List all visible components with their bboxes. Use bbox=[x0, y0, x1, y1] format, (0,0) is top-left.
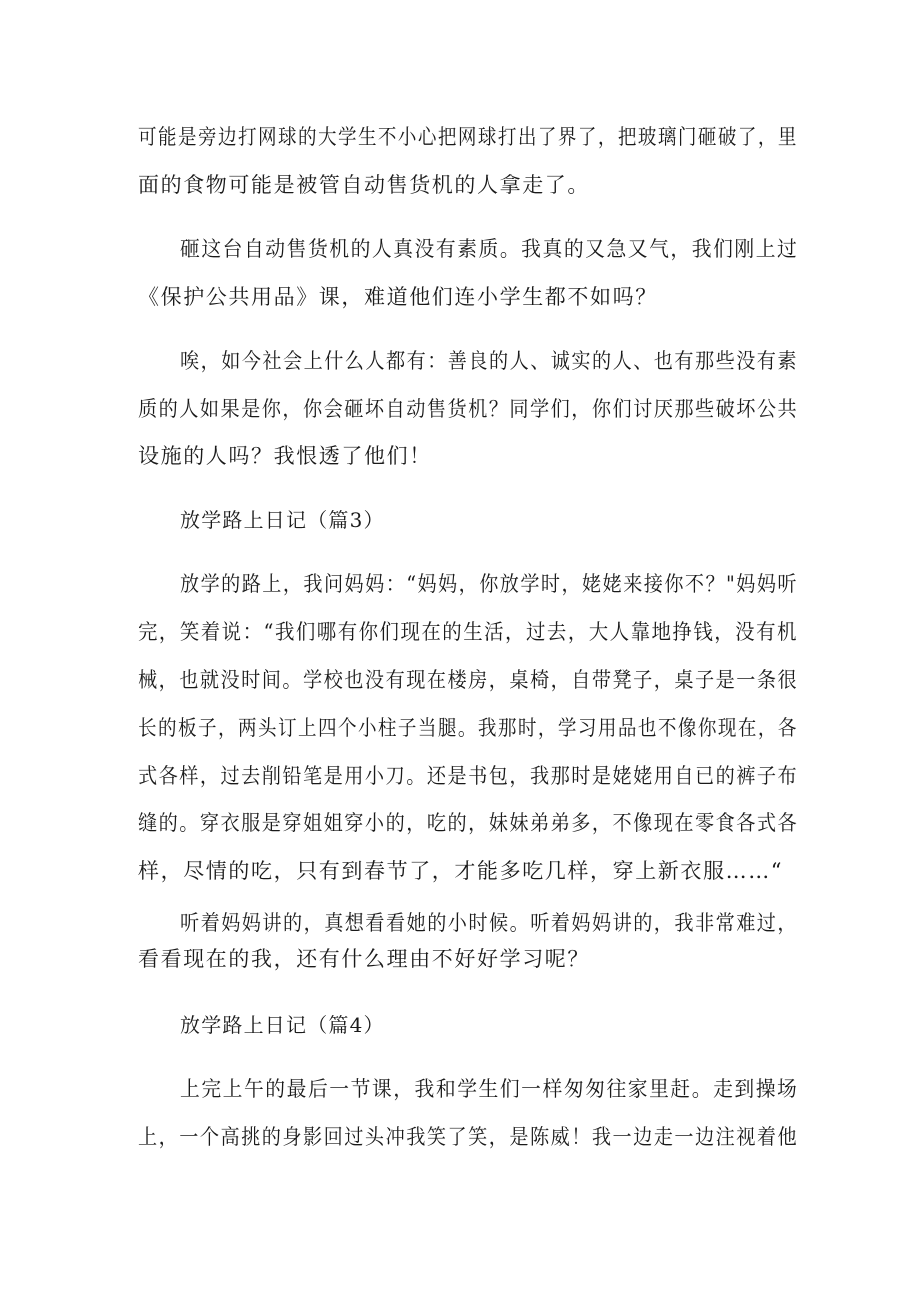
paragraph-5-line-4: 长的板子，两头订上四个小柱子当腿。我那时，学习用品也不像你现在，各 bbox=[138, 716, 798, 740]
section-heading-4: 放学路上日记（篇4） bbox=[180, 1013, 385, 1037]
paragraph-5-line-7: 样，尽情的吃，只有到春节了，才能多吃几样，穿上新衣服……“ bbox=[138, 859, 784, 883]
section-heading-3: 放学路上日记（篇3） bbox=[180, 508, 385, 532]
paragraph-5-line-1: 放学的路上，我问妈妈：“妈妈，你放学时，姥姥来接你不？"妈妈听 bbox=[180, 572, 798, 596]
paragraph-1-line-2: 面的食物可能是被管自动售货机的人拿走了。 bbox=[138, 173, 590, 197]
paragraph-5-line-5: 式各样，过去削铅笔是用小刀。还是书包，我那时是姥姥用自已的裤子布 bbox=[138, 764, 799, 788]
paragraph-2-line-1: 砸这台自动售货机的人真没有素质。我真的又急又气，我们刚上过 bbox=[180, 237, 799, 261]
paragraph-3-line-3: 设施的人吗？我恨透了他们！ bbox=[138, 444, 432, 468]
paragraph-6-line-2: 看看现在的我，还有什么理由不好好学习呢？ bbox=[138, 947, 590, 971]
paragraph-2-line-2: 《保护公共用品》课，难道他们连小学生都不如吗？ bbox=[138, 285, 658, 309]
paragraph-3-line-1: 唉，如今社会上什么人都有：善良的人、诚实的人、也有那些没有素 bbox=[180, 349, 798, 373]
paragraph-5-line-3: 械，也就没时间。学校也没有现在楼房，桌椅，自带凳子，桌子是一条很 bbox=[138, 668, 799, 692]
paragraph-3-line-2: 质的人如果是你，你会砸坏自动售货机？同学们，你们讨厌那些破坏公共 bbox=[138, 397, 799, 421]
paragraph-5-line-2: 完，笑着说：“我们哪有你们现在的生活，过去，大人靠地挣钱，没有机 bbox=[138, 620, 798, 644]
paragraph-8-line-2: 上，一个高挑的身影回过头冲我笑了笑，是陈威！我一边走一边注视着他 bbox=[138, 1125, 799, 1149]
paragraph-5-line-6: 缝的。穿衣服是穿姐姐穿小的，吃的，妹妹弟弟多，不像现在零食各式各 bbox=[138, 811, 799, 835]
paragraph-6-line-1: 听着妈妈讲的，真想看看她的小时候。听着妈妈讲的，我非常难过， bbox=[180, 911, 798, 935]
paragraph-8-line-1: 上完上午的最后一节课，我和学生们一样匆匆往家里赶。走到操场 bbox=[180, 1077, 799, 1101]
paragraph-1-line-1: 可能是旁边打网球的大学生不小心把网球打出了界了，把玻璃门砸破了，里 bbox=[138, 125, 798, 149]
